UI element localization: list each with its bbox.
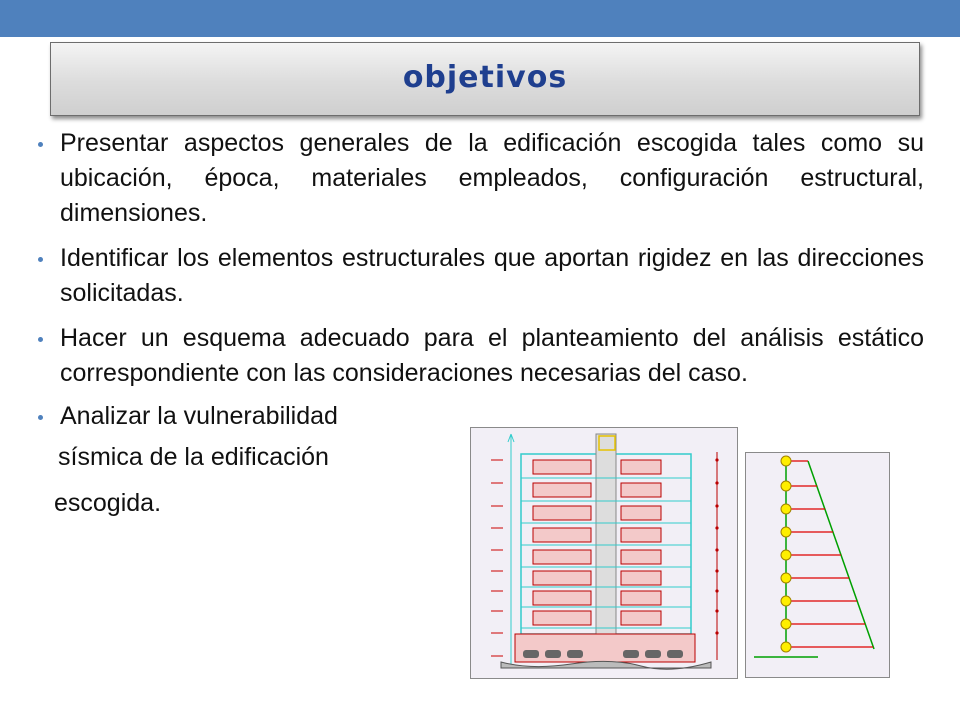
bullet-item <box>32 126 924 231</box>
bullet-dot-icon <box>38 337 43 342</box>
bullet-dot-icon <box>38 142 43 147</box>
bullet-text: Identificar los elementos estructurales que aportan rigidez en las direcciones solicitadas. <box>60 244 924 307</box>
bullet-text: Analizar la vulnerabilidad <box>60 402 338 430</box>
building-elevation-svg <box>471 428 737 678</box>
bullet-item <box>32 399 480 434</box>
bullet-text: Hacer un esquema adecuado para el planteamiento del análisis estático correspondiente con las consideraciones necesarias del caso. <box>60 324 924 387</box>
header-bar <box>0 0 960 37</box>
force-distribution-figure <box>745 452 890 678</box>
force-distribution-svg <box>746 453 889 677</box>
page-title: objetivos <box>402 59 568 95</box>
bullet-dot-icon <box>38 257 43 262</box>
bullet-dot-icon <box>38 415 43 420</box>
building-elevation-figure <box>470 427 738 679</box>
title-box <box>50 42 920 116</box>
bullet-item <box>32 321 924 391</box>
bullet-continuation: sísmica de la edificación <box>58 443 329 471</box>
bullet-continuation: escogida. <box>54 489 162 517</box>
bullet-item <box>32 241 924 311</box>
bullet-text: Presentar aspectos generales de la edificación escogida tales como su ubicación, época, materiales empleados, configuración estructural, dimensiones. <box>60 129 924 227</box>
